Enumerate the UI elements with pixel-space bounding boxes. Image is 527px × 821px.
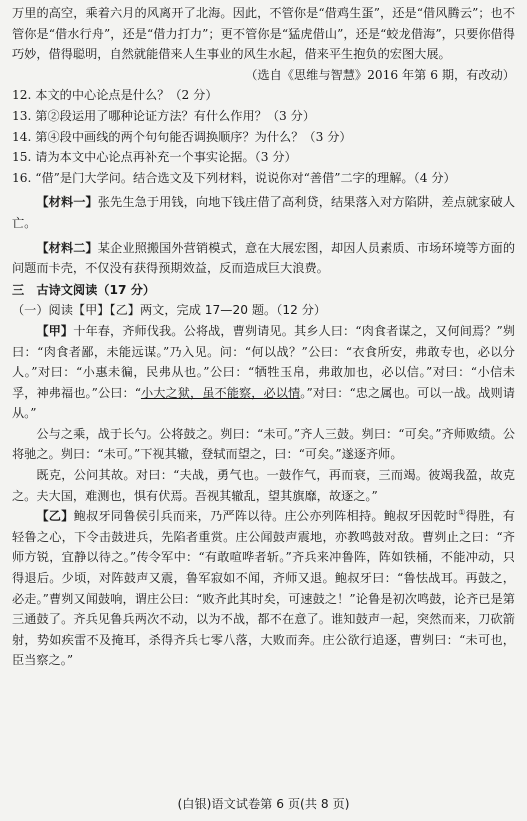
- subsection-1-heading: （一）阅读【甲】【乙】两文，完成 17—20 题。（12 分）: [12, 303, 327, 318]
- jia-p1-after: 。”对曰：“忠之属也。可以一战。战则请从。”: [12, 385, 515, 421]
- passage-source: （选自《思维与智慧》2016 年第 6 期，有改动）: [245, 67, 515, 82]
- question-15: 15. 请为本文中心论点再补充一个事实论据。（3 分）: [12, 150, 297, 165]
- exam-page: [12, 3, 515, 671]
- yi-paragraph: [12, 506, 515, 671]
- jia-paragraph-3: 既克，公问其故。对曰：“夫战，勇气也。一鼓作气，再而衰，三而竭。彼竭我盈，故克之。夫大国，难测也，惧有伏焉。吾视其辙乱，望其旗靡，故逐之。”: [12, 468, 515, 503]
- page-footer: (白银)语文试卷第 6 页(共 8 页): [177, 797, 350, 812]
- question-13: 13. 第②段运用了哪种论证方法？有什么作用？（3 分）: [12, 108, 316, 123]
- question-14: 14. 第④段中画线的两个句句能否调换顺序？为什么？（3 分）: [12, 129, 352, 144]
- material-two-text: 某企业照搬国外营销模式，意在大展宏图，却因人员素质、市场环境等方面的问题而卡壳，不仅没有获得预期效益，反而造成巨大浪费。: [12, 240, 516, 276]
- jia-underlined-sentence: 小大之狱，虽不能察，必以情: [140, 385, 301, 400]
- question-12: 12. 本文的中心论点是什么？（2 分）: [12, 88, 218, 103]
- jia-p1-before: 十年春，齐师伐我。公将战，曹刿请见。其乡人曰：“肉食者谋之，又何间焉？”刿曰：“肉食者鄙，未能远谋。”乃入见。问：“何以战？”公曰：“衣食所安，弗敢专也，必以分人。”对曰：“小惠未徧，民弗从也。”公曰：“牺牲玉帛，弗敢加也，必以信。”对曰：“小信未孚，神弗福也。”公曰：“: [12, 323, 515, 400]
- yi-text-before: 鲍叔牙同鲁侯引兵而来，乃严阵以待。庄公亦列阵相持。鲍叔牙因乾时: [73, 509, 459, 524]
- material-one: [12, 192, 515, 233]
- yi-text-after: 得胜，有轻鲁之心，下令击鼓进兵，先陷者重赏。庄公闻鼓声震地，亦教鸣鼓对敌。曹刿止之曰：“齐师方锐，宜静以待之。”传令军中：“有敢喧哗者斩。”齐兵来冲鲁阵，阵如铁桶，不能冲动，只得退后。少顷，对阵鼓声又震，鲁军寂如不闻，齐师又退。鲍叔牙曰：“鲁怯战耳。再鼓之，必走。”曹刿又闻鼓响，谓庄公曰：“败齐此其时矣，可速鼓之！”论鲁是初次鸣鼓，论齐已是第三通鼓了。齐兵见鲁兵两次不动，以为不战，都不在意了。谁知鼓声一起，突然而来，刀砍箭射，势如疾雷不及掩耳，杀得齐兵七零八落，大败而奔。庄公欲行追逐，曹刿曰：“未可也，臣当察之。”: [12, 509, 515, 668]
- material-two: [12, 238, 515, 279]
- passage-tail: 万里的高空，乘着六月的风离开了北海。因此，不管你是“借鸡生蛋”，还是“借风腾云”；也不管你是“借水行舟”，还是“借力打力”；更不管你是“猛虎借山”，还是“蛟龙借海”，只要你借得巧妙，借得聪明，自然就能借来人生事业的风生水起，借来平生抱负的宏图大展。: [12, 6, 515, 62]
- question-16: 16. “借”是门大学问。结合选文及下列材料，说说你对“善借”二字的理解。（4 分）: [12, 170, 456, 185]
- jia-paragraph-2: 公与之乘，战于长勺。公将鼓之。刿曰：“未可。”齐人三鼓。刿曰：“可矣。”齐师败绩。公将驰之。刿曰：“未可。”下视其辙，登轼而望之，曰：“可矣。”遂逐齐师。: [12, 426, 515, 462]
- material-one-label: 【材料一】: [36, 195, 98, 210]
- section-3-heading: 三 古诗文阅读（17 分）: [12, 282, 156, 297]
- material-one-text: 张先生急于用钱，向地下钱庄借了高利贷，结果落入对方陷阱，差点就家破人亡。: [12, 195, 516, 230]
- footnote-marker: ①: [458, 508, 466, 518]
- jia-paragraph-1: [12, 321, 515, 424]
- jia-label: 【甲】: [36, 323, 74, 338]
- yi-label: 【乙】: [36, 509, 74, 524]
- material-two-label: 【材料二】: [36, 240, 98, 255]
- question-list: [12, 85, 515, 188]
